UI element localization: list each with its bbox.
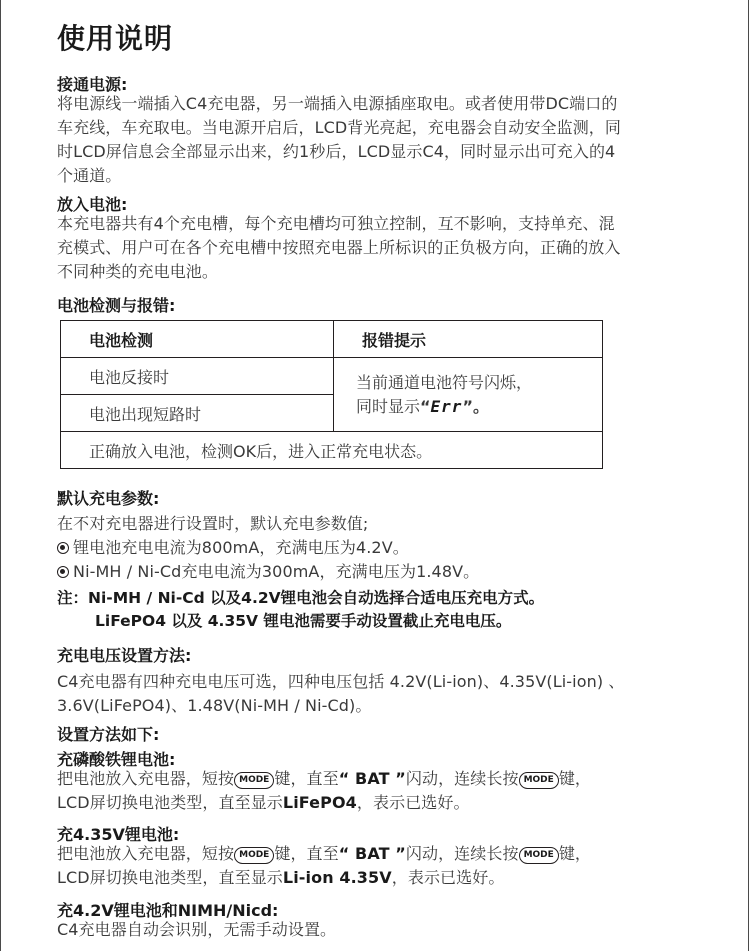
note-line-2: LiFePO4 以及 4.35V 锂电池需要手动设置截止充电电压。 [95,612,512,630]
mode-button-icon: MODE [234,847,274,864]
insert-line-2: 充模式、用户可在各个充电槽中按照充电器上所标识的正负极方向，正确的放入 [57,238,621,257]
page-title: 使用说明 [57,22,174,55]
heading-detection: 电池检测与报错: [57,296,176,315]
defaults-bullet-1-text: 锂电池充电电流为800mA，充满电压为4.2V。 [73,538,409,557]
heading-power: 接通电源: [57,75,128,94]
radio-bullet-icon [57,566,69,578]
note-line-1: 注：Ni-MH / Ni-Cd 以及4.2V锂电池会自动选择合适电压充电方式。 [57,589,545,607]
insert-line-1: 本充电器共有4个充电槽，每个充电槽均可独立控制，互不影响，支持单充、混 [57,214,615,233]
power-line-2: 车充线，车充取电。当电源开启后，LCD背光亮起，充电器会自动安全监测，同 [57,118,622,137]
lifepo4-target: LiFePO4 [282,793,357,812]
prompt-line-2 [356,395,602,419]
lifepo4-text-a: 把电池放入充电器，短按 [57,769,235,788]
heading-li42: 充4.2V锂电池和NIMH/Nicd: [57,901,279,920]
voltage-line-1: C4充电器有四种充电电压可选，四种电压包括 4.2V(Li-ion)、4.35V(Li-ion) 、 [57,672,625,691]
voltage-line-2: 3.6V(LiFePO4)、1.48V(Ni-MH / Ni-Cd)。 [57,696,372,715]
li435-line-2 [57,866,504,890]
lifepo4-text-b: 键，直至 [274,769,339,788]
lifepo4-text-c: 闪动，连续长按 [405,769,519,788]
lifepo4-line-2 [57,791,470,815]
defaults-bullet-2-text: Ni-MH / Ni-Cd充电电流为300mA，充满电压为1.48V。 [73,562,480,581]
prompt-line-1: 当前通道电池符号闪烁， [356,372,533,392]
table-footer: 正确放入电池，检测OK后，进入正常充电状态。 [61,432,603,469]
heading-insert: 放入电池: [57,195,128,214]
lifepo4-text-d: 键， [558,769,592,788]
insert-line-3: 不同种类的充电电池。 [57,262,219,281]
err-code: Err [430,396,463,416]
bat-indicator: “ BAT ” [338,769,406,788]
row-reverse: 电池反接时 [61,358,334,395]
lifepo4-text-f: ，表示已选好。 [356,793,470,812]
heading-lifepo4: 充磷酸铁锂电池: [57,750,176,769]
heading-li435: 充4.35V锂电池: [57,825,180,844]
page-edge-left [0,0,1,951]
lifepo4-text-e: LCD屏切换电池类型，直至显示 [57,793,283,812]
prompt-quote-close: ”。 [462,396,489,416]
heading-voltage: 充电电压设置方法: [57,646,192,665]
lifepo4-line-1 [57,767,591,791]
li435-text-a: 把电池放入充电器，短按 [57,844,235,863]
detection-table [60,320,603,469]
power-line-4: 个通道。 [57,166,122,185]
li435-line-1 [57,842,591,866]
mode-button-icon: MODE [519,847,559,864]
mode-button-icon: MODE [234,772,274,789]
li435-text-b: 键，直至 [274,844,339,863]
defaults-intro: 在不对充电器进行设置时，默认充电参数值; [57,514,369,533]
heading-defaults: 默认充电参数: [57,489,160,508]
col-header-prompt: 报错提示 [334,321,603,358]
defaults-bullet-2 [57,560,479,584]
li435-text-c: 闪动，连续长按 [405,844,519,863]
col-header-detection: 电池检测 [61,321,334,358]
bat-indicator: “ BAT ” [338,844,406,863]
li435-text-d: 键， [558,844,592,863]
power-line-3: 时LCD屏信息会全部显示出来，约1秒后，LCD显示C4，同时显示出可充入的4 [57,142,616,161]
table-footer-row [61,432,603,469]
li435-text-e: LCD屏切换电池类型，直至显示 [57,868,283,887]
error-prompt-cell [334,358,603,432]
power-line-1: 将电源线一端插入C4充电器，另一端插入电源插座取电。或者使用带DC端口的 [57,94,618,113]
row-short: 电池出现短路时 [61,395,334,432]
table-header-row [61,321,603,358]
prompt-quote-open: “ [420,396,431,416]
mode-button-icon: MODE [519,772,559,789]
page-edge-right [748,0,749,951]
li435-text-f: ，表示已选好。 [391,868,505,887]
radio-bullet-icon [57,542,69,554]
defaults-bullet-1 [57,536,409,560]
li435-target: Li-ion 4.35V [282,868,392,887]
table-row [61,358,603,395]
heading-how: 设置方法如下: [57,725,160,744]
li42-line: C4充电器自动会识别，无需手动设置。 [57,920,337,939]
prompt-text: 同时显示 [356,396,421,416]
